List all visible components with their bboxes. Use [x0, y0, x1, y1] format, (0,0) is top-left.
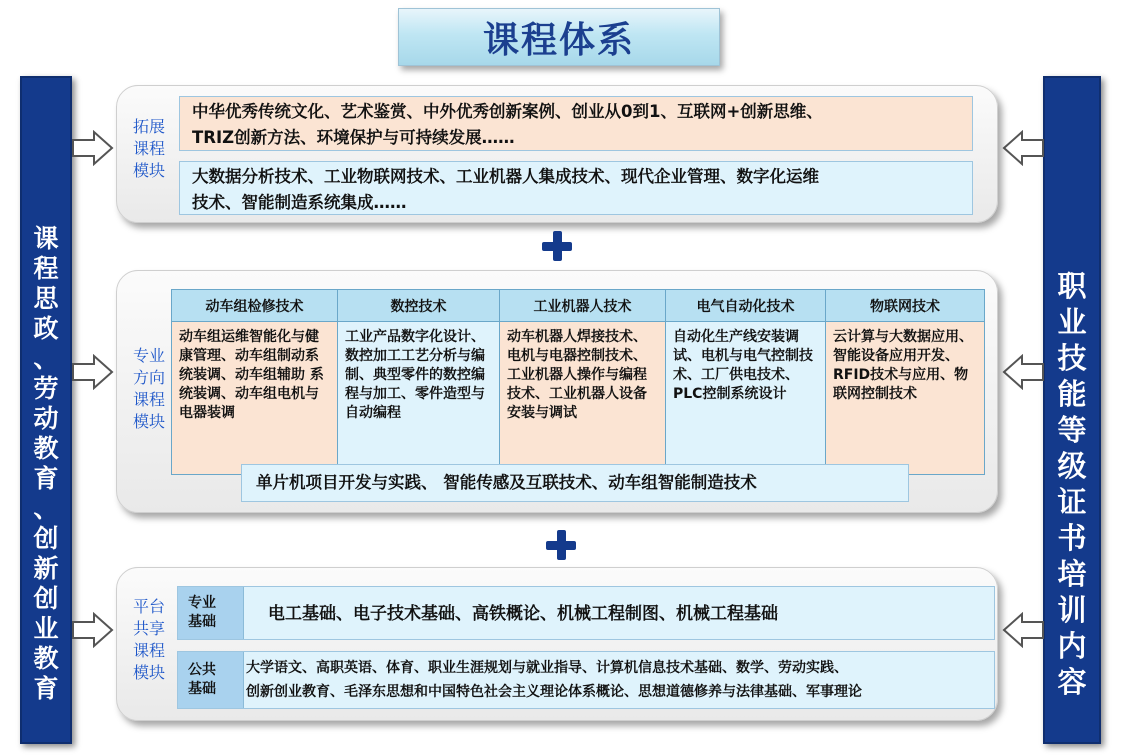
- left_bar-char: 政: [33, 314, 59, 343]
- major-direction-table: [171, 289, 985, 475]
- right_bar-char: 内: [1057, 629, 1087, 663]
- major-header-iot: 物联网技术: [826, 290, 985, 322]
- major-content-cnc: 工业产品数字化设计、数控加工工艺分析与编制、典型零件的数控编程与加工、零件造型与自动编程: [338, 322, 500, 475]
- left_bar-char: 业: [33, 614, 59, 643]
- major-direction-module-panel: [116, 270, 998, 513]
- professional-base-row: [177, 586, 995, 640]
- major-content-iot: 云计算与大数据应用、智能设备应用开发、RFID技术与应用、物联网控制技术: [826, 322, 985, 475]
- public-base-courses: 大学语文、高职英语、体育、职业生涯规划与就业指导、计算机信息技术基础、数学、劳动实践、 创新创业教育、毛泽东思想和中国特色社会主义理论体系概论、思想道德修养与法律基础、军事理论: [246, 660, 862, 700]
- left_bar-char: 育: [33, 464, 59, 493]
- expansion-general-courses: 中华优秀传统文化、艺术鉴赏、中外优秀创新案例、创业从0到1、互联网+创新思维、 TRIZ创新方法、环境保护与可持续发展……: [179, 96, 973, 151]
- expansion-technical-courses: 大数据分析技术、工业物联网技术、工业机器人集成技术、现代企业管理、数字化运维 技术、智能制造系统集成……: [179, 161, 973, 215]
- right_bar-char: 业: [1057, 305, 1087, 339]
- major-content-robot: 动车机器人焊接技术、电机与电器控制技术、工业机器人操作与编程技术、工业机器人设备安装与调试: [500, 322, 666, 475]
- left-theme-bar: [20, 76, 72, 744]
- left_bar-char: 思: [33, 284, 59, 313]
- public-base-label: 公共 基础: [178, 652, 244, 708]
- hollow-arrow-left-icon: [1002, 612, 1044, 648]
- right_bar-char: 职: [1057, 269, 1087, 303]
- hollow-arrow-right-icon: [72, 130, 114, 166]
- expansion-module-label: 拓展 课程 模块: [132, 117, 165, 180]
- right_bar-char: 培: [1057, 557, 1087, 591]
- major-header-cnc: 数控技术: [338, 290, 500, 322]
- left_bar-char: 、: [33, 344, 59, 373]
- right-theme-bar: [1043, 76, 1101, 744]
- left-theme-text: [22, 224, 70, 704]
- left_bar-char: 课: [33, 224, 59, 253]
- left_bar-char: 、: [33, 494, 59, 523]
- major-module-label: 专业 方向 课程 模块: [132, 346, 165, 431]
- left_bar-char: 创: [33, 524, 59, 553]
- plus-icon: [546, 530, 576, 560]
- left_bar-char: 育: [33, 674, 59, 703]
- hollow-arrow-left-icon: [1002, 354, 1044, 390]
- right_bar-char: 训: [1057, 593, 1087, 627]
- right_bar-char: 书: [1057, 521, 1087, 555]
- left_bar-char: 劳: [33, 374, 59, 403]
- major-header-robot: 工业机器人技术: [500, 290, 666, 322]
- major-header-emu: 动车组检修技术: [172, 290, 338, 322]
- major-header-electrical: 电气自动化技术: [666, 290, 826, 322]
- right-theme-text: [1045, 268, 1099, 700]
- right_bar-char: 级: [1057, 449, 1087, 483]
- right_bar-char: 能: [1057, 377, 1087, 411]
- public-base-row: [177, 651, 995, 709]
- platform-shared-module-panel: [116, 567, 998, 721]
- right_bar-char: 技: [1057, 341, 1087, 375]
- left_bar-char: 动: [33, 404, 59, 433]
- major-content-emu: 动车组运维智能化与健康管理、动车组制动系统装调、动车组辅助 系统装调、动车组电机与电器装调: [172, 322, 338, 475]
- professional-base-label: 专业 基础: [178, 587, 244, 639]
- left_bar-char: 教: [33, 434, 59, 463]
- left_bar-char: 程: [33, 254, 59, 283]
- right_bar-char: 容: [1057, 665, 1087, 699]
- page-title: 课程体系: [398, 8, 720, 66]
- major-content-electrical: 自动化生产线安装调试、电机与电气控制技术、工厂供电技术、PLC控制系统设计: [666, 322, 826, 475]
- hollow-arrow-right-icon: [72, 612, 114, 648]
- professional-base-courses: 电工基础、电子技术基础、高铁概论、机械工程制图、机械工程基础: [268, 604, 778, 624]
- left_bar-char: 创: [33, 584, 59, 613]
- right_bar-char: 等: [1057, 413, 1087, 447]
- left_bar-char: 新: [33, 554, 59, 583]
- hollow-arrow-left-icon: [1002, 130, 1044, 166]
- hollow-arrow-right-icon: [72, 354, 114, 390]
- right_bar-char: 证: [1057, 485, 1087, 519]
- major-shared-courses: 单片机项目开发与实践、 智能传感及互联技术、动车组智能制造技术: [241, 464, 909, 502]
- expansion-module-panel: [116, 85, 998, 223]
- plus-icon: [542, 231, 572, 261]
- platform-module-label: 平台 共享 课程 模块: [132, 597, 165, 682]
- left_bar-char: 教: [33, 644, 59, 673]
